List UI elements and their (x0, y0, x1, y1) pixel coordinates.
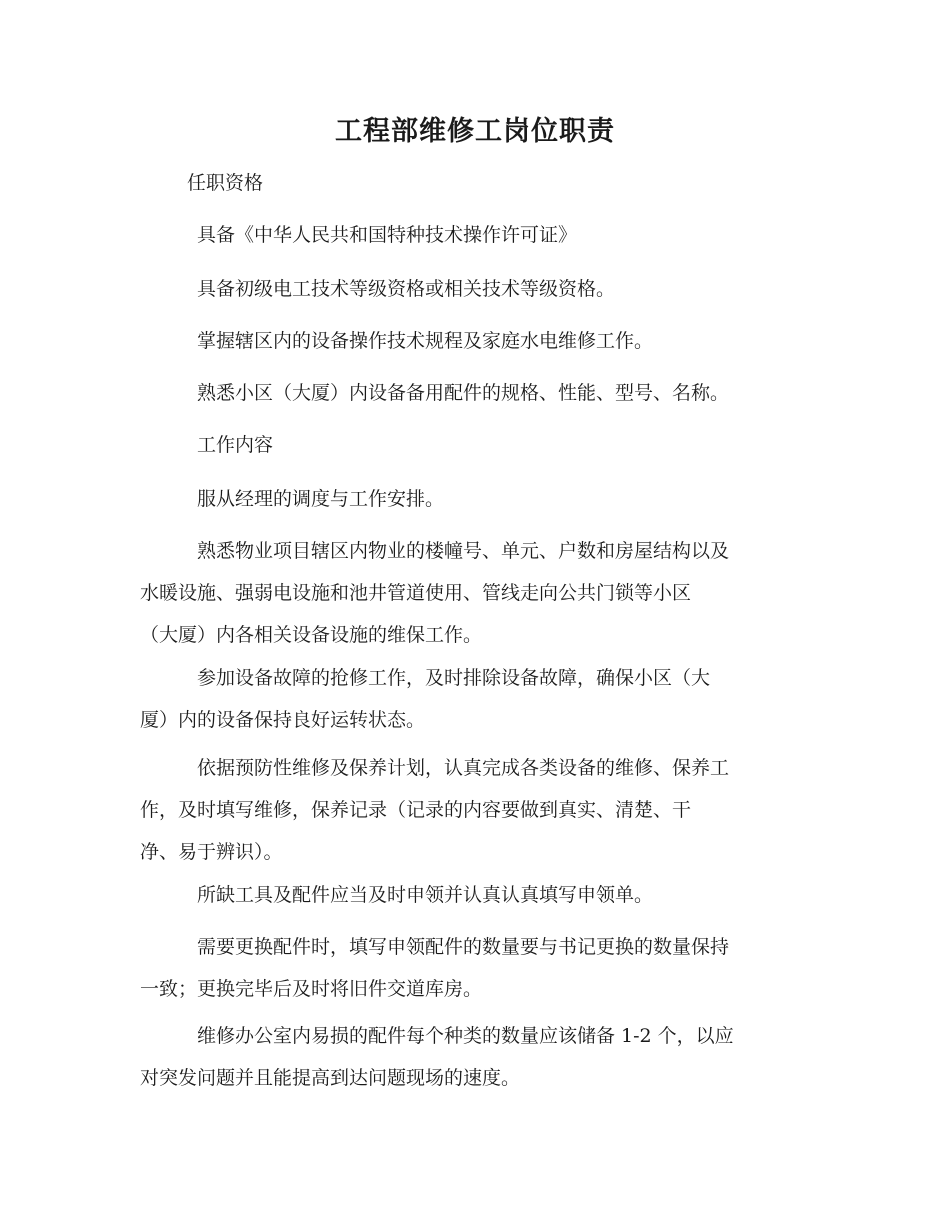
work-item-2-line-3: （大厦）内各相关设备设施的维保工作。 (140, 624, 483, 646)
work-item-4-line-3: 净、易于辨识）。 (140, 841, 283, 863)
work-item-4 (140, 747, 805, 873)
work-item-2-line-2: 水暖设施、强弱电设施和池井管道使用、管线走向公共门锁等小区 (140, 582, 692, 604)
qualification-item-4: 熟悉小区（大厦）内设备备用配件的规格、性能、型号、名称。 (197, 382, 730, 404)
work-item-6-line-1: 需要更换配件时，填写申领配件的数量要与书记更换的数量保持 (197, 936, 730, 958)
section-heading-work: 工作内容 (197, 434, 274, 456)
work-item-3-line-2: 厦）内的设备保持良好运转状态。 (140, 709, 426, 731)
work-item-7-line-2: 对突发问题并且能提高到达问题现场的速度。 (140, 1067, 521, 1089)
qualification-item-1: 具备《中华人民共和国特种技术操作许可证》 (197, 224, 578, 246)
work-item-3 (140, 657, 805, 741)
work-item-6-line-2: 一致；更换完毕后及时将旧件交道库房。 (140, 978, 483, 1000)
work-item-5: 所缺工具及配件应当及时申领并认真认真填写申领单。 (197, 884, 654, 906)
qualification-item-3: 掌握辖区内的设备操作技术规程及家庭水电维修工作。 (197, 330, 654, 352)
work-item-7 (140, 1015, 805, 1099)
work-item-4-line-2: 作，及时填写维修，保养记录（记录的内容要做到真实、清楚、干 (140, 799, 692, 821)
document-title: 工程部维修工岗位职责 (335, 116, 615, 147)
work-item-4-line-1: 依据预防性维修及保养计划，认真完成各类设备的维修、保养工 (197, 757, 730, 779)
work-item-7-line-1: 维修办公室内易损的配件每个种类的数量应该储备 1-2 个，以应 (197, 1025, 734, 1047)
work-item-1: 服从经理的调度与工作安排。 (197, 488, 445, 510)
work-item-2-line-1: 熟悉物业项目辖区内物业的楼幢号、单元、户数和房屋结构以及 (197, 540, 730, 562)
work-item-2 (140, 530, 805, 656)
section-heading-qualifications: 任职资格 (187, 172, 264, 194)
work-item-3-line-1: 参加设备故障的抢修工作，及时排除设备故障，确保小区（大 (197, 667, 711, 689)
qualification-item-2: 具备初级电工技术等级资格或相关技术等级资格。 (197, 278, 616, 300)
work-item-6 (140, 926, 805, 1010)
